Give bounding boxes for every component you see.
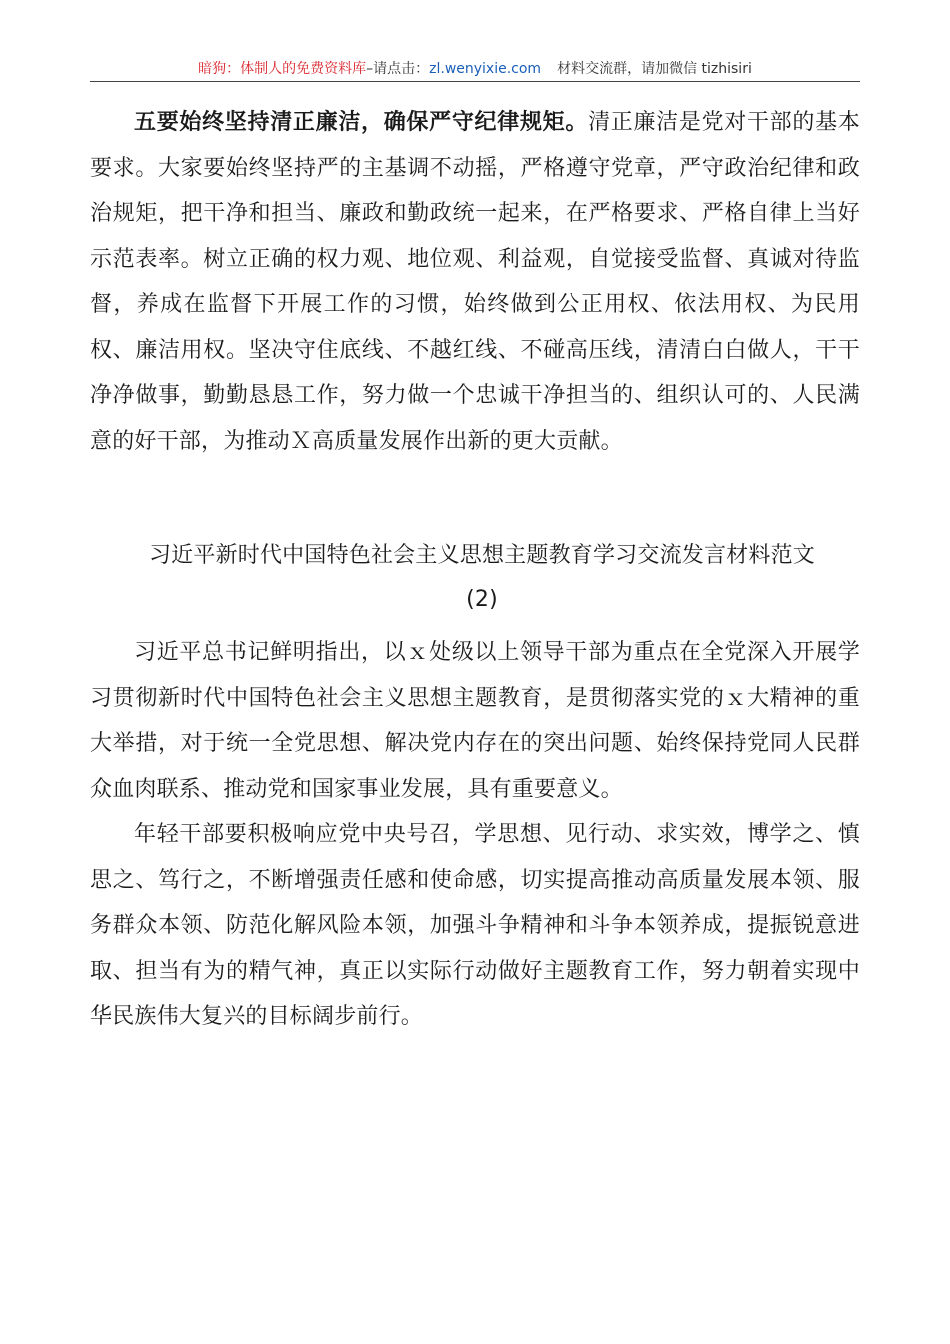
page-header	[90, 58, 860, 80]
article-paragraph-2: 年轻干部要积极响应党中央号召，学思想、见行动、求实效，博学之、慎思之、笃行之，不断增强责任感和使命感，切实提高推动高质量发展本领、服务群众本领、防范化解风险本领，加强斗争精神和斗争本领养成，提振锐意进取、担当有为的精气神，真正以实际行动做好主题教育工作，努力朝着实现中华民族伟大复兴的目标阔步前行。	[90, 822, 860, 1029]
header-divider	[90, 81, 860, 82]
header-click-prompt: –请点击：	[366, 61, 430, 77]
section-five-body: 清正廉洁是党对干部的基本要求。大家要始终坚持严的主基调不动摇，严格遵守党章，严守政治纪律和政治规矩，把干净和担当、廉政和勤政统一起来，在严格要求、严格自律上当好示范表率。树立正确的权力观、地位观、利益观，自觉接受监督、真诚对待监督，养成在监督下开展工作的习惯，始终做到公正用权、依法用权、为民用权、廉洁用权。坚决守住底线、不越红线、不碰高压线，清清白白做人，干干净净做事，勤勤恳恳工作，努力做一个忠诚干净担当的、组织认可的、人民满意的好干部，为推动Ｘ高质量发展作出新的更大贡献。	[90, 110, 860, 454]
section-five-paragraph	[90, 100, 860, 464]
section-spacer	[90, 464, 860, 532]
section-five-lead: 五要始终坚持清正廉洁，确保严守纪律规矩。	[134, 110, 589, 135]
header-site-name: 暗狗：体制人的免费资料库	[198, 61, 367, 77]
article-title: 习近平新时代中国特色社会主义思想主题教育学习交流发言材料范文	[148, 543, 815, 568]
header-wechat-note: 材料交流群，请加微信 tizhisiri	[557, 61, 752, 77]
article-number: (2)	[466, 587, 498, 612]
header-url-link[interactable]: zl.wenyixie.com	[429, 61, 542, 77]
document-body	[90, 100, 860, 1040]
article-paragraph-1: 习近平总书记鲜明指出，以ｘ处级以上领导干部为重点在全党深入开展学习贯彻新时代中国特色社会主义思想主题教育，是贯彻落实党的ｘ大精神的重大举措，对于统一全党思想、解决党内存在的突出问题、始终保持党同人民群众血肉联系、推动党和国家事业发展，具有重要意义。	[90, 640, 860, 802]
